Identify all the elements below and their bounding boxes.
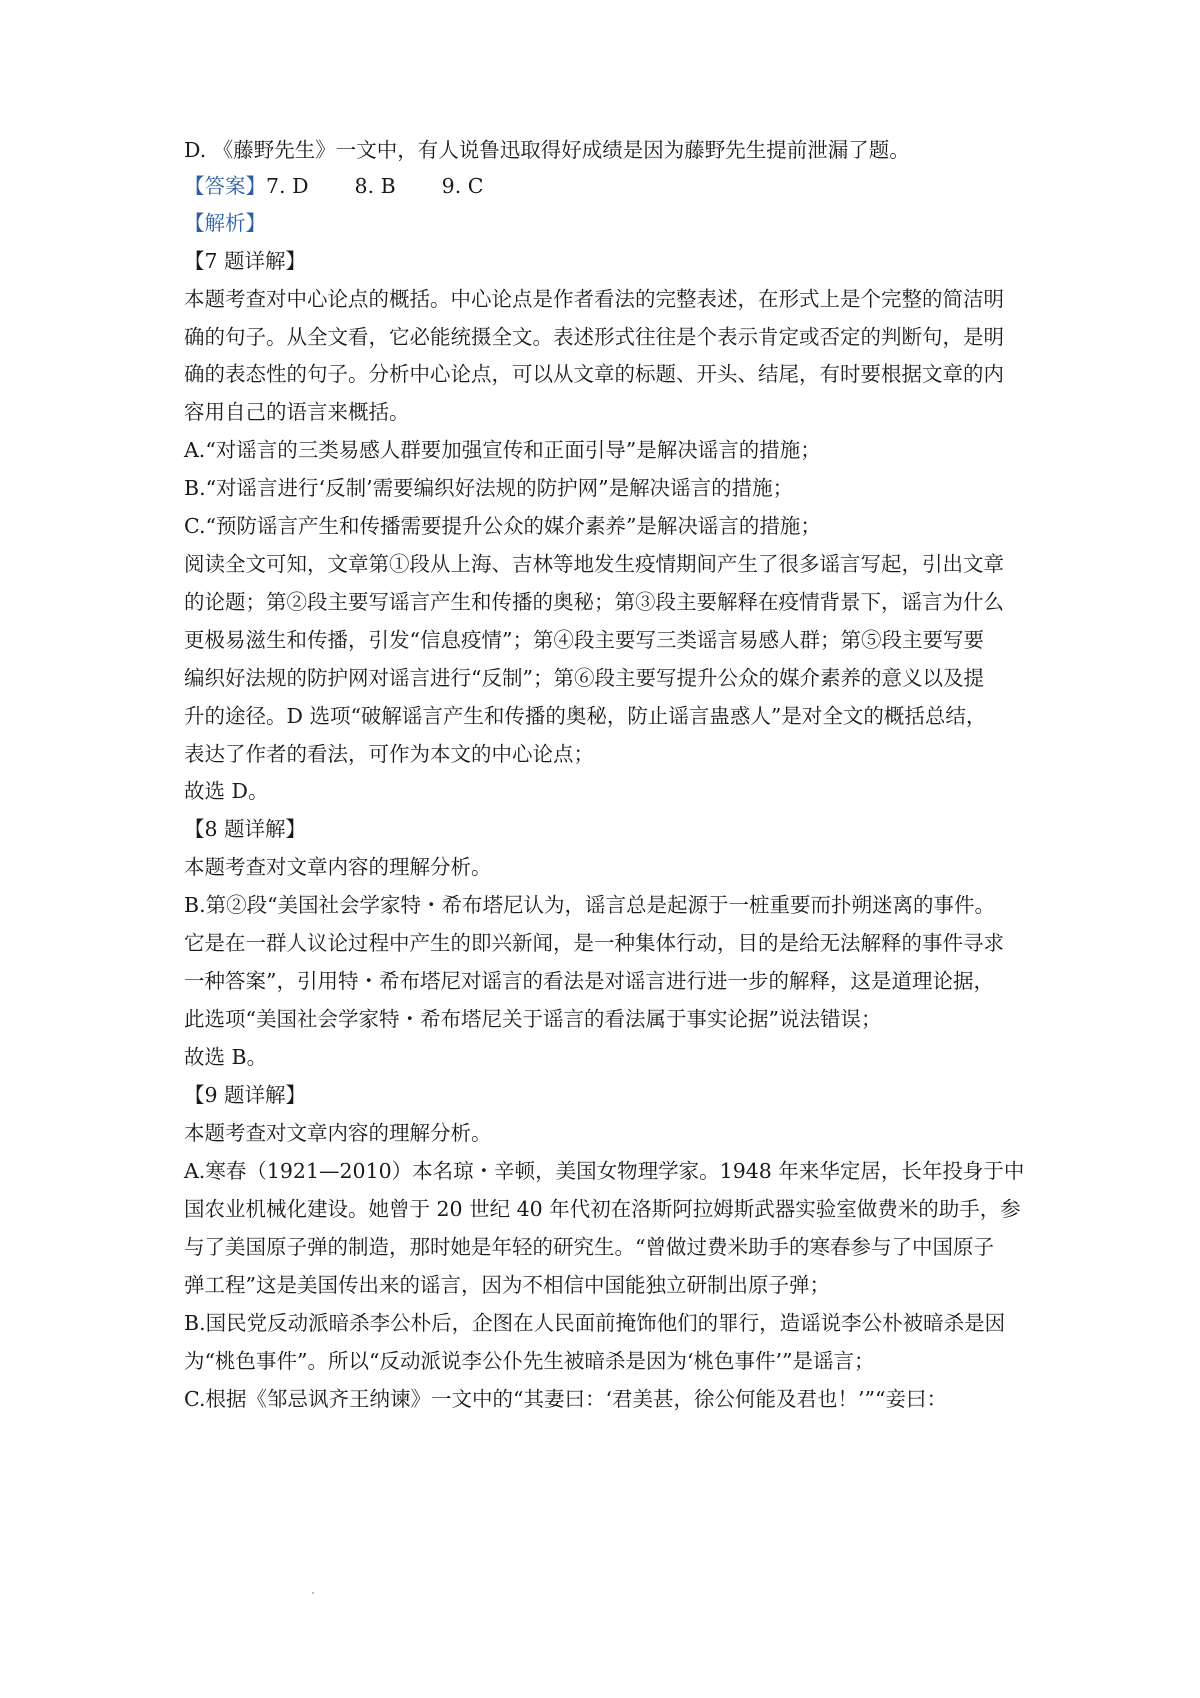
option-d-line: D. 《藤野先生》一文中，有人说鲁迅取得好成绩是因为藤野先生提前泄漏了题。 [184, 138, 910, 162]
q7-line: C.“预防谣言产生和传播需要提升公众的媒介素养”是解决谣言的措施； [184, 514, 821, 538]
q9-line: 为“桃色事件”。所以“反动派说李公仆先生被暗杀是因为‘桃色事件’”是谣言； [184, 1349, 875, 1373]
q7-heading: 【7 题详解】 [184, 249, 307, 273]
answer-item: 8. B [354, 174, 396, 198]
q7-line: 的论题；第②段主要写谣言产生和传播的奥秘；第③段主要解释在疫情背景下，谣言为什么 [184, 590, 1004, 614]
answer-line [184, 172, 1034, 200]
q8-line: 它是在一群人议论过程中产生的即兴新闻，是一种集体行动，目的是给无法解释的事件寻求 [184, 931, 1004, 955]
q7-line: A.“对谣言的三类易感人群要加强宣传和正面引导”是解决谣言的措施； [184, 438, 821, 462]
q7-line: 容用自己的语言来概括。 [184, 400, 410, 424]
q9-line: C.根据《邹忌讽齐王纳谏》一文中的“其妻曰：‘君美甚，徐公何能及君也！’”“妾曰： [184, 1387, 947, 1411]
q9-line: A.寒春（1921—2010）本名琼・辛顿，美国女物理学家。1948 年来华定居，长年投身于中 [184, 1159, 1025, 1183]
q9-line: B.国民党反动派暗杀李公朴后，企图在人民面前掩饰他们的罪行，造谣说李公朴被暗杀是因 [184, 1311, 1006, 1335]
q7-line: 表达了作者的看法，可作为本文的中心论点； [184, 742, 594, 766]
q9-line: 国农业机械化建设。她曾于 20 世纪 40 年代初在洛斯阿拉姆斯武器实验室做费米的助手，参 [184, 1197, 1021, 1221]
q8-line: 一种答案”，引用特・希布塔尼对谣言的看法是对谣言进行进一步的解释，这是道理论据， [184, 969, 994, 993]
q7-line: 升的途径。D 选项“破解谣言产生和传播的奥秘，防止谣言蛊惑人”是对全文的概括总结， [184, 704, 987, 728]
q9-line: 本题考查对文章内容的理解分析。 [184, 1121, 492, 1145]
q7-line: B.“对谣言进行‘反制’需要编织好法规的防护网”是解决谣言的措施； [184, 476, 794, 500]
q9-line: 与了美国原子弹的制造，那时她是年轻的研究生。“曾做过费米助手的寒春参与了中国原子 [184, 1235, 994, 1259]
q8-line: B.第②段“美国社会学家特・希布塔尼认为，谣言总是起源于一桩重要而扑朔迷离的事件。 [184, 893, 996, 917]
q8-line: 故选 B。 [184, 1045, 268, 1069]
q7-line: 本题考查对中心论点的概括。中心论点是作者看法的完整表述，在形式上是个完整的简洁明 [184, 287, 1004, 311]
q9-heading: 【9 题详解】 [184, 1083, 307, 1107]
answer-item: 9. C [441, 174, 484, 198]
answer-item: 7. D [266, 174, 309, 198]
q7-line: 更极易滋生和传播，引发“信息疫情”；第④段主要写三类谣言易感人群；第⑤段主要写要 [184, 628, 984, 652]
answer-label: 【答案】 [184, 174, 266, 198]
q7-line: 阅读全文可知，文章第①段从上海、吉林等地发生疫情期间产生了很多谣言写起，引出文章 [184, 552, 1004, 576]
q9-line: 弹工程”这是美国传出来的谣言，因为不相信中国能独立研制出原子弹； [184, 1273, 830, 1297]
scan-speck [312, 1592, 314, 1594]
q7-line: 确的表态性的句子。分析中心论点，可以从文章的标题、开头、结尾，有时要根据文章的内 [184, 362, 1004, 386]
q8-line: 此选项“美国社会学家特・希布塔尼关于谣言的看法属于事实论据”说法错误； [184, 1007, 882, 1031]
q7-line: 故选 D。 [184, 779, 269, 803]
q7-line: 确的句子。从全文看，它必能统摄全文。表述形式往往是个表示肯定或否定的判断句，是明 [184, 325, 1004, 349]
q7-line: 编织好法规的防护网对谣言进行“反制”；第⑥段主要写提升公众的媒介素养的意义以及提 [184, 666, 984, 690]
q8-line: 本题考查对文章内容的理解分析。 [184, 855, 492, 879]
analysis-label: 【解析】 [184, 211, 266, 235]
q8-heading: 【8 题详解】 [184, 817, 307, 841]
